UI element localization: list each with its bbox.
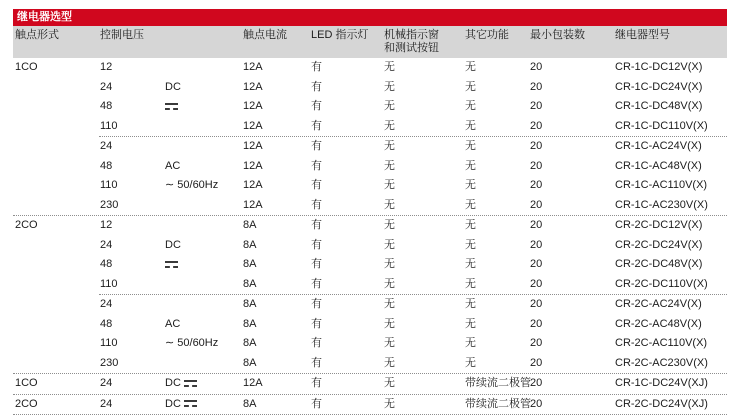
mech-window-cell: 无 xyxy=(384,140,395,152)
current-cell: 8A xyxy=(243,238,257,251)
package-qty-cell: 20 xyxy=(530,119,543,132)
current-cell: 12A xyxy=(243,179,263,191)
other-function-cell: 无 xyxy=(465,277,476,290)
contact-form-cell xyxy=(13,354,99,374)
led-cell: 有 xyxy=(311,61,322,73)
model-cell: CR-1C-DC24V(X) xyxy=(615,80,703,93)
led-cell: 有 xyxy=(311,277,322,290)
relay-selection-table xyxy=(13,9,727,415)
table-row xyxy=(13,236,727,256)
model-cell: CR-1C-AC110V(X) xyxy=(615,179,708,191)
model-cell: CR-1C-DC48V(X) xyxy=(615,100,703,112)
other-function-cell: 无 xyxy=(465,317,476,330)
model-cell: CR-2C-DC48V(X) xyxy=(615,258,703,270)
current-cell: 12A xyxy=(243,198,263,211)
waveform-cell: ∼ 50/60Hz xyxy=(165,179,219,191)
waveform-cell xyxy=(165,295,240,315)
waveform-cell: AC xyxy=(165,159,181,172)
contact-form-cell xyxy=(13,137,99,157)
waveform-cell xyxy=(165,137,240,157)
waveform-cell xyxy=(165,354,240,374)
other-function-cell: 无 xyxy=(465,80,476,93)
mech-window-cell: 无 xyxy=(384,238,395,251)
waveform-cell xyxy=(165,58,240,78)
table-row xyxy=(13,255,727,275)
package-qty-cell: 20 xyxy=(530,377,543,389)
led-cell: 有 xyxy=(311,397,322,410)
mech-window-cell: 无 xyxy=(384,159,395,172)
model-cell: CR-1C-DC12V(X) xyxy=(615,61,703,73)
contact-form-cell xyxy=(13,157,99,177)
table-row xyxy=(13,216,727,236)
waveform-cell xyxy=(165,117,240,137)
mech-window-cell: 无 xyxy=(384,337,395,349)
current-cell: 8A xyxy=(243,258,257,270)
current-cell: 8A xyxy=(243,337,257,349)
model-cell: CR-2C-AC48V(X) xyxy=(615,317,702,330)
contact-form-cell: 1CO xyxy=(15,377,38,389)
voltage-cell: 48 xyxy=(100,317,113,330)
table-header-row xyxy=(13,26,727,58)
col-header-mech-window-line1: 机械指示窗 xyxy=(384,29,439,41)
voltage-cell: 24 xyxy=(100,377,113,389)
mech-window-cell: 无 xyxy=(384,277,395,290)
current-cell: 8A xyxy=(243,219,257,231)
package-qty-cell: 20 xyxy=(530,258,543,270)
current-cell: 12A xyxy=(243,80,263,93)
col-header-contact-current: 触点电流 xyxy=(243,29,287,41)
voltage-cell: 24 xyxy=(100,140,113,152)
mech-window-cell: 无 xyxy=(384,61,395,73)
model-cell: CR-2C-AC110V(X) xyxy=(615,337,708,349)
table-title: 继电器选型 xyxy=(17,11,72,23)
other-function-cell: 无 xyxy=(465,140,476,152)
voltage-cell: 24 xyxy=(100,298,113,310)
led-cell: 有 xyxy=(311,377,322,389)
contact-form-cell xyxy=(13,196,99,216)
mech-window-cell: 无 xyxy=(384,258,395,270)
mech-window-cell: 无 xyxy=(384,377,395,389)
table-row xyxy=(13,58,727,78)
led-cell: 有 xyxy=(311,140,322,152)
current-cell: 8A xyxy=(243,298,257,310)
package-qty-cell: 20 xyxy=(530,337,543,349)
voltage-cell: 12 xyxy=(100,61,113,73)
package-qty-cell: 20 xyxy=(530,100,543,112)
table-row xyxy=(13,78,727,98)
waveform-cell xyxy=(165,255,240,275)
table-row xyxy=(13,176,727,196)
contact-form-cell: 2CO xyxy=(15,397,38,410)
table-row xyxy=(13,334,727,354)
led-cell: 有 xyxy=(311,119,322,132)
table-body xyxy=(13,58,727,415)
led-cell: 有 xyxy=(311,238,322,251)
other-function-cell: 带续流二极管 xyxy=(465,377,531,389)
voltage-cell: 48 xyxy=(100,100,113,112)
mech-window-cell: 无 xyxy=(384,317,395,330)
table-row xyxy=(13,295,727,315)
model-cell: CR-2C-DC24V(X) xyxy=(615,238,703,251)
current-cell: 12A xyxy=(243,140,263,152)
waveform-cell: DC xyxy=(165,374,240,394)
package-qty-cell: 20 xyxy=(530,317,543,330)
table-row xyxy=(13,137,727,157)
package-qty-cell: 20 xyxy=(530,356,543,369)
waveform-cell xyxy=(165,275,240,295)
mech-window-cell: 无 xyxy=(384,298,395,310)
model-cell: CR-2C-AC230V(X) xyxy=(615,356,708,369)
contact-form-cell xyxy=(13,176,99,196)
waveform-cell xyxy=(165,216,240,236)
package-qty-cell: 20 xyxy=(530,159,543,172)
package-qty-cell: 20 xyxy=(530,298,543,310)
contact-form-cell xyxy=(13,295,99,315)
model-cell: CR-2C-DC110V(X) xyxy=(615,277,708,290)
voltage-cell: 110 xyxy=(100,277,118,290)
contact-form-cell xyxy=(13,78,99,98)
current-cell: 12A xyxy=(243,119,263,132)
table-row xyxy=(13,374,727,394)
other-function-cell: 无 xyxy=(465,119,476,132)
package-qty-cell: 20 xyxy=(530,198,543,211)
mech-window-cell: 无 xyxy=(384,179,395,191)
table-row xyxy=(13,354,727,374)
package-qty-cell: 20 xyxy=(530,140,543,152)
other-function-cell: 无 xyxy=(465,337,476,349)
model-cell: CR-1C-AC48V(X) xyxy=(615,159,702,172)
voltage-cell: 48 xyxy=(100,159,113,172)
contact-form-cell xyxy=(13,255,99,275)
col-header-control-voltage: 控制电压 xyxy=(100,29,144,41)
col-header-mech-window-line2: 和测试按钮 xyxy=(384,42,439,54)
current-cell: 8A xyxy=(243,317,257,330)
voltage-cell: 48 xyxy=(100,258,113,270)
table-title-bar xyxy=(13,9,727,26)
contact-form-cell xyxy=(13,275,99,295)
led-cell: 有 xyxy=(311,100,322,112)
current-cell: 8A xyxy=(243,397,257,410)
contact-form-cell xyxy=(13,334,99,354)
other-function-cell: 无 xyxy=(465,159,476,172)
current-cell: 8A xyxy=(243,277,257,290)
contact-form-cell xyxy=(13,236,99,256)
other-function-cell: 无 xyxy=(465,61,476,73)
other-function-cell: 无 xyxy=(465,100,476,112)
waveform-cell xyxy=(165,97,240,117)
group-divider xyxy=(13,414,727,415)
mech-window-cell: 无 xyxy=(384,119,395,132)
voltage-cell: 12 xyxy=(100,219,113,231)
voltage-cell: 110 xyxy=(100,337,118,349)
col-header-mech-window xyxy=(383,29,450,58)
dc-symbol-icon xyxy=(165,102,178,111)
led-cell: 有 xyxy=(311,179,322,191)
contact-form-cell xyxy=(13,315,99,335)
contact-form-cell xyxy=(13,97,99,117)
other-function-cell: 无 xyxy=(465,356,476,369)
mech-window-cell: 无 xyxy=(384,80,395,93)
waveform-cell: DC xyxy=(165,238,181,251)
mech-window-cell: 无 xyxy=(384,397,395,410)
voltage-cell: 24 xyxy=(100,80,113,93)
mech-window-cell: 无 xyxy=(384,100,395,112)
table-row xyxy=(13,315,727,335)
led-cell: 有 xyxy=(311,80,322,93)
mech-window-cell: 无 xyxy=(384,356,395,369)
other-function-cell: 带续流二极管 xyxy=(465,397,531,410)
contact-form-cell: 1CO xyxy=(15,61,38,73)
package-qty-cell: 20 xyxy=(530,397,543,410)
col-header-min-package-qty: 最小包装数 xyxy=(530,29,585,41)
package-qty-cell: 20 xyxy=(530,80,543,93)
voltage-cell: 24 xyxy=(100,238,113,251)
package-qty-cell: 20 xyxy=(530,277,543,290)
dc-symbol-icon xyxy=(184,379,197,388)
model-cell: CR-1C-DC24V(XJ) xyxy=(615,377,708,389)
other-function-cell: 无 xyxy=(465,219,476,231)
other-function-cell: 无 xyxy=(465,258,476,270)
voltage-cell: 230 xyxy=(100,198,119,211)
other-function-cell: 无 xyxy=(465,198,476,211)
other-function-cell: 无 xyxy=(465,298,476,310)
table-row xyxy=(13,97,727,117)
led-cell: 有 xyxy=(311,298,322,310)
dc-symbol-icon xyxy=(184,399,197,408)
waveform-cell: DC xyxy=(165,80,181,93)
other-function-cell: 无 xyxy=(465,179,476,191)
voltage-cell: 110 xyxy=(100,179,118,191)
contact-form-cell xyxy=(13,117,99,137)
package-qty-cell: 20 xyxy=(530,238,543,251)
package-qty-cell: 20 xyxy=(530,61,543,73)
current-cell: 12A xyxy=(243,159,263,172)
table-row xyxy=(13,196,727,216)
model-cell: CR-2C-AC24V(X) xyxy=(615,298,702,310)
led-cell: 有 xyxy=(311,159,322,172)
led-cell: 有 xyxy=(311,356,322,369)
contact-form-cell: 2CO xyxy=(15,219,38,231)
package-qty-cell: 20 xyxy=(530,179,543,191)
waveform-cell: ∼ 50/60Hz xyxy=(165,337,219,349)
col-header-relay-model: 继电器型号 xyxy=(615,29,670,41)
led-cell: 有 xyxy=(311,337,322,349)
waveform-cell xyxy=(165,196,240,216)
dc-symbol-icon xyxy=(165,260,178,269)
mech-window-cell: 无 xyxy=(384,219,395,231)
model-cell: CR-1C-AC230V(X) xyxy=(615,198,708,211)
current-cell: 12A xyxy=(243,377,263,389)
table-row xyxy=(13,117,727,137)
led-cell: 有 xyxy=(311,317,322,330)
voltage-cell: 110 xyxy=(100,119,118,132)
waveform-cell: DC xyxy=(165,395,240,415)
model-cell: CR-2C-DC12V(X) xyxy=(615,219,703,231)
col-header-led-indicator: LED 指示灯 xyxy=(311,29,369,41)
waveform-cell: AC xyxy=(165,317,181,330)
table-row xyxy=(13,157,727,177)
voltage-cell: 230 xyxy=(100,356,119,369)
mech-window-cell: 无 xyxy=(384,198,395,211)
col-header-other-function: 其它功能 xyxy=(465,29,509,41)
led-cell: 有 xyxy=(311,198,322,211)
model-cell: CR-1C-DC110V(X) xyxy=(615,119,708,132)
led-cell: 有 xyxy=(311,219,322,231)
table-row xyxy=(13,395,727,415)
model-cell: CR-2C-DC24V(XJ) xyxy=(615,397,708,410)
current-cell: 8A xyxy=(243,356,257,369)
model-cell: CR-1C-AC24V(X) xyxy=(615,140,702,152)
current-cell: 12A xyxy=(243,61,263,73)
package-qty-cell: 20 xyxy=(530,219,543,231)
col-header-contact-form: 触点形式 xyxy=(15,29,59,41)
table-row xyxy=(13,275,727,295)
voltage-cell: 24 xyxy=(100,397,113,410)
current-cell: 12A xyxy=(243,100,263,112)
led-cell: 有 xyxy=(311,258,322,270)
other-function-cell: 无 xyxy=(465,238,476,251)
